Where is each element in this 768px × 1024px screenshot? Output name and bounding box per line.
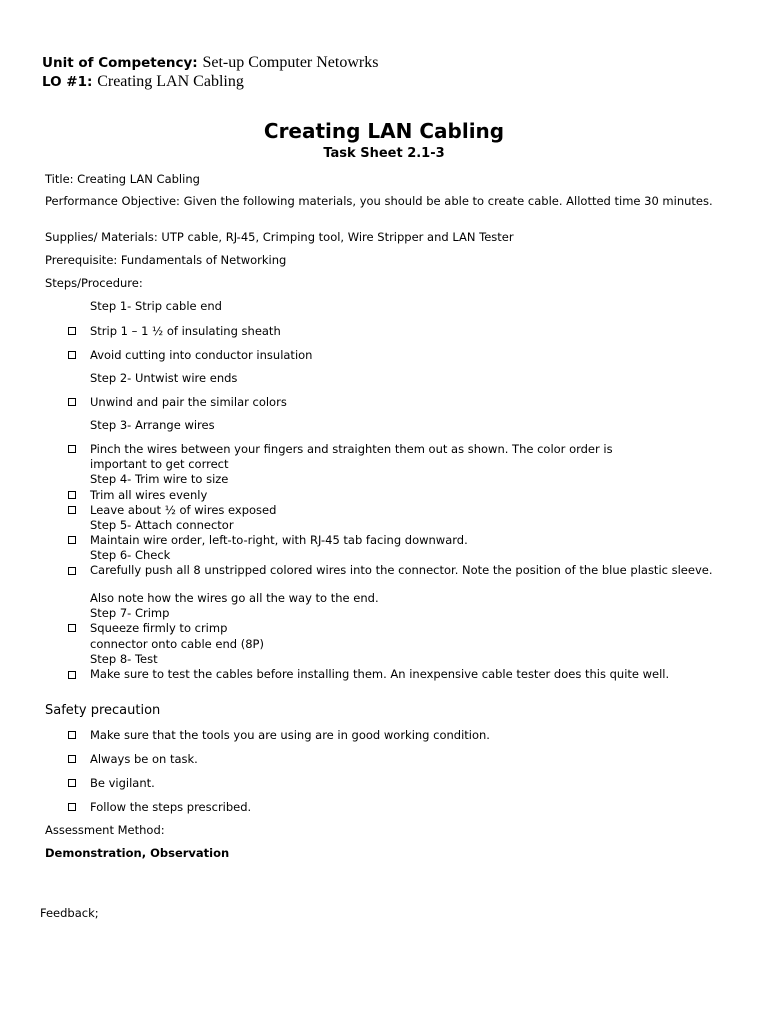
bullet-icon	[68, 803, 76, 811]
safety-heading: Safety precaution	[45, 703, 161, 718]
safety-item-3: Be vigilant.	[90, 776, 155, 790]
lo-value: Creating LAN Cabling	[97, 73, 244, 90]
step-1-bullet-1: Strip 1 – 1 ½ of insulating sheath	[90, 324, 281, 338]
step-7-bullet-1-line-1: Squeeze firmly to crimp	[90, 621, 228, 635]
step-1: Step 1- Strip cable end	[90, 299, 222, 313]
bullet-icon	[68, 327, 76, 335]
bullet-icon	[68, 445, 76, 453]
step-3-bullet-1-line-2: important to get correct	[90, 457, 229, 471]
performance-objective: Performance Objective: Given the following materials, you should be able to create cable. Allotted time 30 minutes.	[45, 194, 713, 208]
bullet-icon	[68, 536, 76, 544]
step-4-bullet-2: Leave about ½ of wires exposed	[90, 503, 277, 517]
bullet-icon	[68, 731, 76, 739]
bullet-icon	[68, 398, 76, 406]
unit-value: Set-up Computer Netowrks	[202, 54, 379, 71]
step-6-bullet-1: Carefully push all 8 unstripped colored wires into the connector. Note the position of the blue plastic sleeve.	[90, 563, 713, 577]
lo-label: LO #1:	[42, 74, 93, 90]
page-title: Creating LAN Cabling	[263, 119, 505, 143]
step-3-bullet-1-line-1: Pinch the wires between your fingers and straighten them out as shown. The color order is	[90, 442, 613, 456]
lo-line	[42, 72, 244, 91]
title-line: Title: Creating LAN Cabling	[45, 172, 200, 186]
prerequisite-line: Prerequisite: Fundamentals of Networking	[45, 253, 287, 267]
assessment-value: Demonstration, Observation	[45, 846, 230, 860]
bullet-icon	[68, 351, 76, 359]
bullet-icon	[68, 506, 76, 514]
bullet-icon	[68, 567, 76, 575]
step-2-bullet-1: Unwind and pair the similar colors	[90, 395, 287, 409]
assessment-label: Assessment Method:	[45, 823, 165, 837]
step-4: Step 4- Trim wire to size	[90, 472, 229, 486]
bullet-icon	[68, 755, 76, 763]
safety-item-4: Follow the steps prescribed.	[90, 800, 252, 814]
step-7: Step 7- Crimp	[90, 606, 170, 620]
step-8: Step 8- Test	[90, 652, 158, 666]
step-4-bullet-1: Trim all wires evenly	[90, 488, 208, 502]
step-1-bullet-2: Avoid cutting into conductor insulation	[90, 348, 313, 362]
page-subtitle: Task Sheet 2.1-3	[323, 146, 445, 161]
step-5-bullet-1: Maintain wire order, left-to-right, with RJ-45 tab facing downward.	[90, 533, 468, 547]
step-7-bullet-1-line-2: connector onto cable end (8P)	[90, 637, 264, 651]
bullet-icon	[68, 779, 76, 787]
step-5: Step 5- Attach connector	[90, 518, 234, 532]
feedback-label: Feedback;	[40, 906, 99, 920]
safety-item-2: Always be on task.	[90, 752, 198, 766]
steps-heading: Steps/Procedure:	[45, 276, 143, 290]
supplies-line: Supplies/ Materials: UTP cable, RJ-45, Crimping tool, Wire Stripper and LAN Tester	[45, 230, 514, 244]
unit-label: Unit of Competency:	[42, 55, 198, 71]
step-6-bullet-1-line-3: Also note how the wires go all the way to the end.	[90, 591, 379, 605]
unit-of-competency-line	[42, 53, 378, 72]
step-8-bullet-1: Make sure to test the cables before installing them. An inexpensive cable tester does this quite well.	[90, 667, 670, 681]
bullet-icon	[68, 671, 76, 679]
step-3: Step 3- Arrange wires	[90, 418, 215, 432]
safety-item-1: Make sure that the tools you are using are in good working condition.	[90, 728, 490, 742]
step-2: Step 2- Untwist wire ends	[90, 371, 238, 385]
bullet-icon	[68, 624, 76, 632]
bullet-icon	[68, 491, 76, 499]
step-6: Step 6- Check	[90, 548, 171, 562]
